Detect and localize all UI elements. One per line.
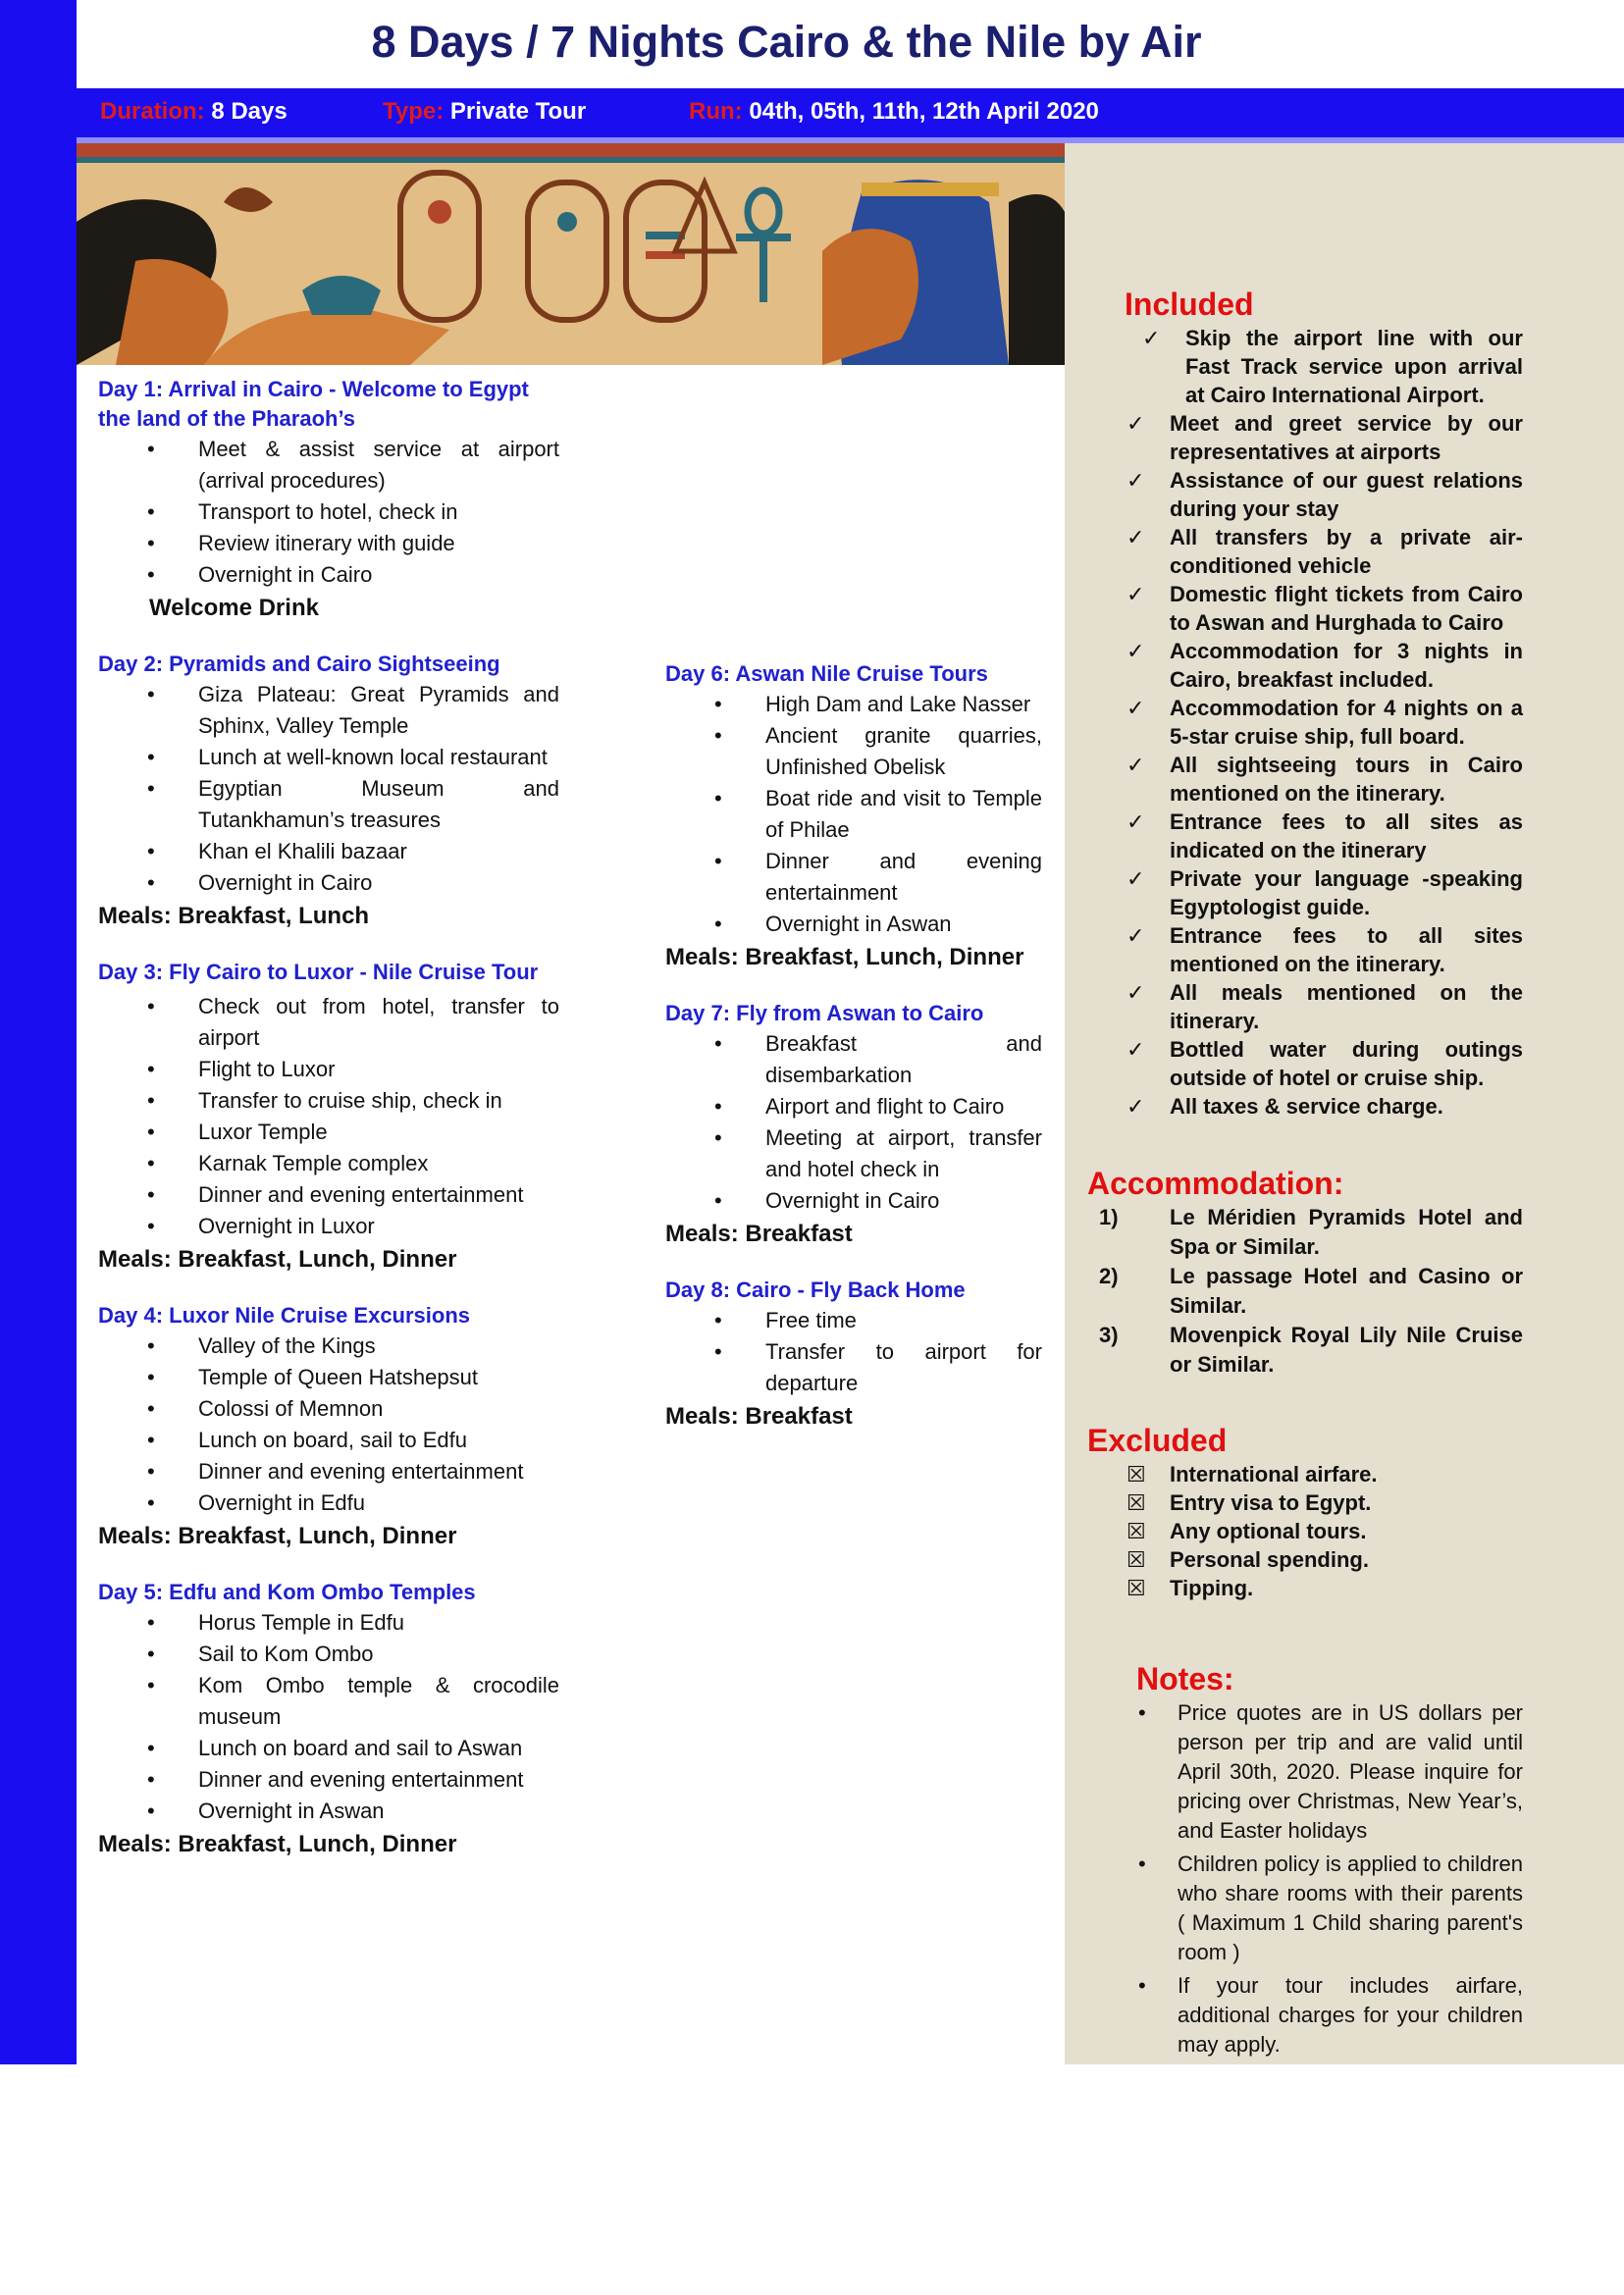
list-item: • Ancient granite quarries, Unfinished Obelisk	[665, 720, 1042, 783]
list-item: • Overnight in Cairo	[98, 867, 559, 899]
excluded-list	[1087, 1460, 1523, 1602]
day-heading: Day 6: Aswan Nile Cruise Tours	[665, 661, 988, 686]
day-heading: Day 4: Luxor Nile Cruise Excursions	[98, 1303, 471, 1328]
info-bar	[77, 88, 1624, 143]
day-meals: Meals: Breakfast, Lunch, Dinner	[665, 944, 1024, 970]
type-label: Type:	[383, 98, 445, 125]
list-item: • Temple of Queen Hatshepsut	[98, 1362, 559, 1393]
checkbox-crossed-icon: ☒	[1126, 1490, 1146, 1515]
checkbox-crossed-icon: ☒	[1126, 1462, 1146, 1487]
list-item: ✓ Meet and greet service by our representatives at airports	[1126, 411, 1523, 464]
day-activities	[665, 1305, 1042, 1399]
checkmark-icon: ✓	[1126, 468, 1145, 493]
checkbox-crossed-icon: ☒	[1126, 1576, 1146, 1600]
accommodation-heading: Accommodation:	[1087, 1166, 1344, 1201]
list-item: ☒ Tipping.	[1126, 1576, 1254, 1600]
list-item: • Sail to Kom Ombo	[98, 1639, 559, 1670]
list-item: • Colossi of Memnon	[98, 1393, 559, 1425]
list-item: • Dinner and evening entertainment	[665, 846, 1042, 909]
list-item: • Valley of the Kings	[98, 1330, 559, 1362]
list-item: ✓ Accommodation for 3 nights in Cairo, breakfast included.	[1126, 639, 1523, 692]
list-item: • Price quotes are in US dollars per person per trip and are valid until April 30th, 2020. Please inquire for pricing over Christmas, New Year’s, and Easter holidays	[1138, 1700, 1523, 1843]
day-heading: Day 5: Edfu and Kom Ombo Temples	[98, 1580, 476, 1604]
duration-value: 8 Days	[211, 98, 288, 125]
sidebar-content	[1087, 285, 1523, 2060]
list-item: 2) Le passage Hotel and Casino or Similar.	[1099, 1264, 1523, 1318]
list-item: • Lunch on board and sail to Aswan	[98, 1733, 559, 1764]
checkmark-icon: ✓	[1142, 326, 1161, 350]
list-item: ✓ Domestic flight tickets from Cairo to Aswan and Hurghada to Cairo	[1126, 582, 1523, 635]
checkmark-icon: ✓	[1126, 753, 1145, 777]
day-6	[665, 659, 1042, 973]
day-meals: Meals: Breakfast	[665, 1221, 853, 1247]
list-item: • Karnak Temple complex	[98, 1148, 559, 1179]
day-heading: Day 2: Pyramids and Cairo Sightseeing	[98, 652, 500, 676]
day-activities	[665, 1028, 1042, 1217]
day-heading: Day 7: Fly from Aswan to Cairo	[665, 1001, 984, 1025]
list-item: ✓ Skip the airport line with our Fast Track service upon arrival at Cairo International Airport.	[1142, 326, 1523, 407]
list-item: • Luxor Temple	[98, 1117, 559, 1148]
list-item: • Lunch on board, sail to Edfu	[98, 1425, 559, 1456]
day-activities	[98, 434, 559, 591]
checkmark-icon: ✓	[1126, 639, 1145, 663]
list-item: • Meet & assist service at airport (arrival procedures)	[98, 434, 559, 496]
list-item: • Airport and flight to Cairo	[665, 1091, 1042, 1122]
list-item: ✓ Accommodation for 4 nights on a 5-star cruise ship, full board.	[1126, 696, 1523, 749]
list-item: • Overnight in Cairo	[665, 1185, 1042, 1217]
list-item: ✓ Entrance fees to all sites as indicated on the itinerary	[1126, 809, 1523, 862]
day-meals: Meals: Breakfast, Lunch, Dinner	[98, 1246, 457, 1273]
checkmark-icon: ✓	[1126, 923, 1145, 948]
list-item: ✓ All sightseeing tours in Cairo mentioned on the itinerary.	[1126, 753, 1523, 806]
checkbox-crossed-icon: ☒	[1126, 1547, 1146, 1572]
day-activities	[98, 991, 559, 1242]
list-item: ✓ All taxes & service charge.	[1126, 1094, 1443, 1119]
list-item: • Overnight in Luxor	[98, 1211, 559, 1242]
day-meals: Meals: Breakfast	[665, 1403, 853, 1430]
day-activities	[98, 679, 559, 899]
day-activities	[98, 1330, 559, 1519]
list-item: ☒ Personal spending.	[1126, 1547, 1369, 1572]
included-list	[1087, 324, 1523, 1121]
type-info	[383, 88, 586, 135]
checkmark-icon: ✓	[1126, 525, 1145, 549]
checkmark-icon: ✓	[1126, 411, 1145, 436]
run-value: 04th, 05th, 11th, 12th April 2020	[749, 98, 1099, 125]
list-item: • Overnight in Edfu	[98, 1487, 559, 1519]
list-item: • Transport to hotel, check in	[98, 496, 559, 528]
papyrus-illustration	[77, 143, 1065, 365]
itinerary-right-column	[665, 659, 1042, 1433]
checkmark-icon: ✓	[1126, 866, 1145, 891]
list-item: • Check out from hotel, transfer to airport	[98, 991, 559, 1054]
list-item: • Transfer to cruise ship, check in	[98, 1085, 559, 1117]
day-7	[665, 999, 1042, 1250]
run-info	[689, 88, 1099, 135]
list-item: ☒ Any optional tours.	[1126, 1519, 1367, 1543]
list-item: • Dinner and evening entertainment	[98, 1764, 559, 1796]
list-item: • Meeting at airport, transfer and hotel check in	[665, 1122, 1042, 1185]
list-item: ✓ All meals mentioned on the itinerary.	[1126, 980, 1523, 1033]
included-heading: Included	[1125, 287, 1254, 322]
day-5	[98, 1578, 559, 1860]
list-item: ✓ Private your language -speaking Egyptologist guide.	[1126, 866, 1523, 919]
page-title: 8 Days / 7 Nights Cairo & the Nile by Air	[371, 17, 1202, 67]
day-heading: Day 3: Fly Cairo to Luxor - Nile Cruise Tour	[98, 960, 539, 984]
day-meals: Meals: Breakfast, Lunch, Dinner	[98, 1831, 457, 1857]
list-item: • Dinner and evening entertainment	[98, 1456, 559, 1487]
list-item: • Overnight in Aswan	[98, 1796, 559, 1827]
list-item: • Flight to Luxor	[98, 1054, 559, 1085]
list-item: • Overnight in Aswan	[665, 909, 1042, 940]
duration-info	[100, 88, 288, 135]
run-label: Run:	[689, 98, 743, 125]
list-item: • Kom Ombo temple & crocodile museum	[98, 1670, 559, 1733]
notes-list	[1087, 1698, 1523, 2060]
list-item: • Lunch at well-known local restaurant	[98, 742, 559, 773]
list-item: • If your tour includes airfare, additional charges for your children may apply.	[1138, 1973, 1523, 2057]
left-accent-bar	[0, 0, 77, 2064]
list-item: • Free time	[665, 1305, 1042, 1336]
list-item: • Horus Temple in Edfu	[98, 1607, 559, 1639]
checkmark-icon: ✓	[1126, 1094, 1145, 1119]
list-item: • Boat ride and visit to Temple of Philae	[665, 783, 1042, 846]
list-item: ✓ Bottled water during outings outside of hotel or cruise ship.	[1126, 1037, 1523, 1090]
list-item: • High Dam and Lake Nasser	[665, 689, 1042, 720]
excluded-heading: Excluded	[1087, 1423, 1228, 1458]
day-8	[665, 1276, 1042, 1433]
checkmark-icon: ✓	[1126, 980, 1145, 1005]
list-item: 3) Movenpick Royal Lily Nile Cruise or Similar.	[1099, 1323, 1523, 1377]
day-meals: Meals: Breakfast, Lunch, Dinner	[98, 1523, 457, 1549]
day-3	[98, 958, 559, 1276]
list-item: • Khan el Khalili bazaar	[98, 836, 559, 867]
day-4	[98, 1301, 559, 1552]
list-item: • Dinner and evening entertainment	[98, 1179, 559, 1211]
day-activities	[665, 689, 1042, 940]
list-item: • Breakfast and disembarkation	[665, 1028, 1042, 1091]
checkmark-icon: ✓	[1126, 582, 1145, 606]
list-item: ✓ Assistance of our guest relations during your stay	[1126, 468, 1523, 521]
list-item: • Egyptian Museum and Tutankhamun’s treasures	[98, 773, 559, 836]
list-item: • Children policy is applied to children who share rooms with their parents ( Maximum 1 Child sharing parent's room )	[1138, 1852, 1523, 1964]
day-activities	[98, 1607, 559, 1827]
checkmark-icon: ✓	[1126, 1037, 1145, 1062]
accommodation-list	[1087, 1203, 1523, 1380]
list-item: • Overnight in Cairo	[98, 559, 559, 591]
list-item: ✓ All transfers by a private air-conditioned vehicle	[1126, 525, 1523, 578]
itinerary-left-column	[98, 375, 559, 1860]
day-2	[98, 650, 559, 932]
list-item: ✓ Entrance fees to all sites mentioned on the itinerary.	[1126, 923, 1523, 976]
list-item: • Giza Plateau: Great Pyramids and Sphinx, Valley Temple	[98, 679, 559, 742]
day-heading: Day 1: Arrival in Cairo - Welcome to Egypt the land of the Pharaoh’s	[98, 377, 529, 431]
list-item: ☒ Entry visa to Egypt.	[1126, 1490, 1372, 1515]
checkbox-crossed-icon: ☒	[1126, 1519, 1146, 1543]
day-1	[98, 375, 559, 624]
notes-heading: Notes:	[1136, 1661, 1234, 1696]
day-meals: Meals: Breakfast, Lunch	[98, 903, 370, 929]
checkmark-icon: ✓	[1126, 809, 1145, 834]
day-meals: Welcome Drink	[149, 595, 319, 621]
checkmark-icon: ✓	[1126, 696, 1145, 720]
list-item: 1) Le Méridien Pyramids Hotel and Spa or Similar.	[1099, 1205, 1523, 1259]
duration-label: Duration:	[100, 98, 205, 125]
list-item: • Review itinerary with guide	[98, 528, 559, 559]
type-value: Private Tour	[449, 98, 587, 125]
egyptian-papyrus-banner	[77, 143, 1065, 365]
list-item: • Transfer to airport for departure	[665, 1336, 1042, 1399]
list-item: ☒ International airfare.	[1126, 1462, 1378, 1487]
day-heading: Day 8: Cairo - Fly Back Home	[665, 1278, 966, 1302]
